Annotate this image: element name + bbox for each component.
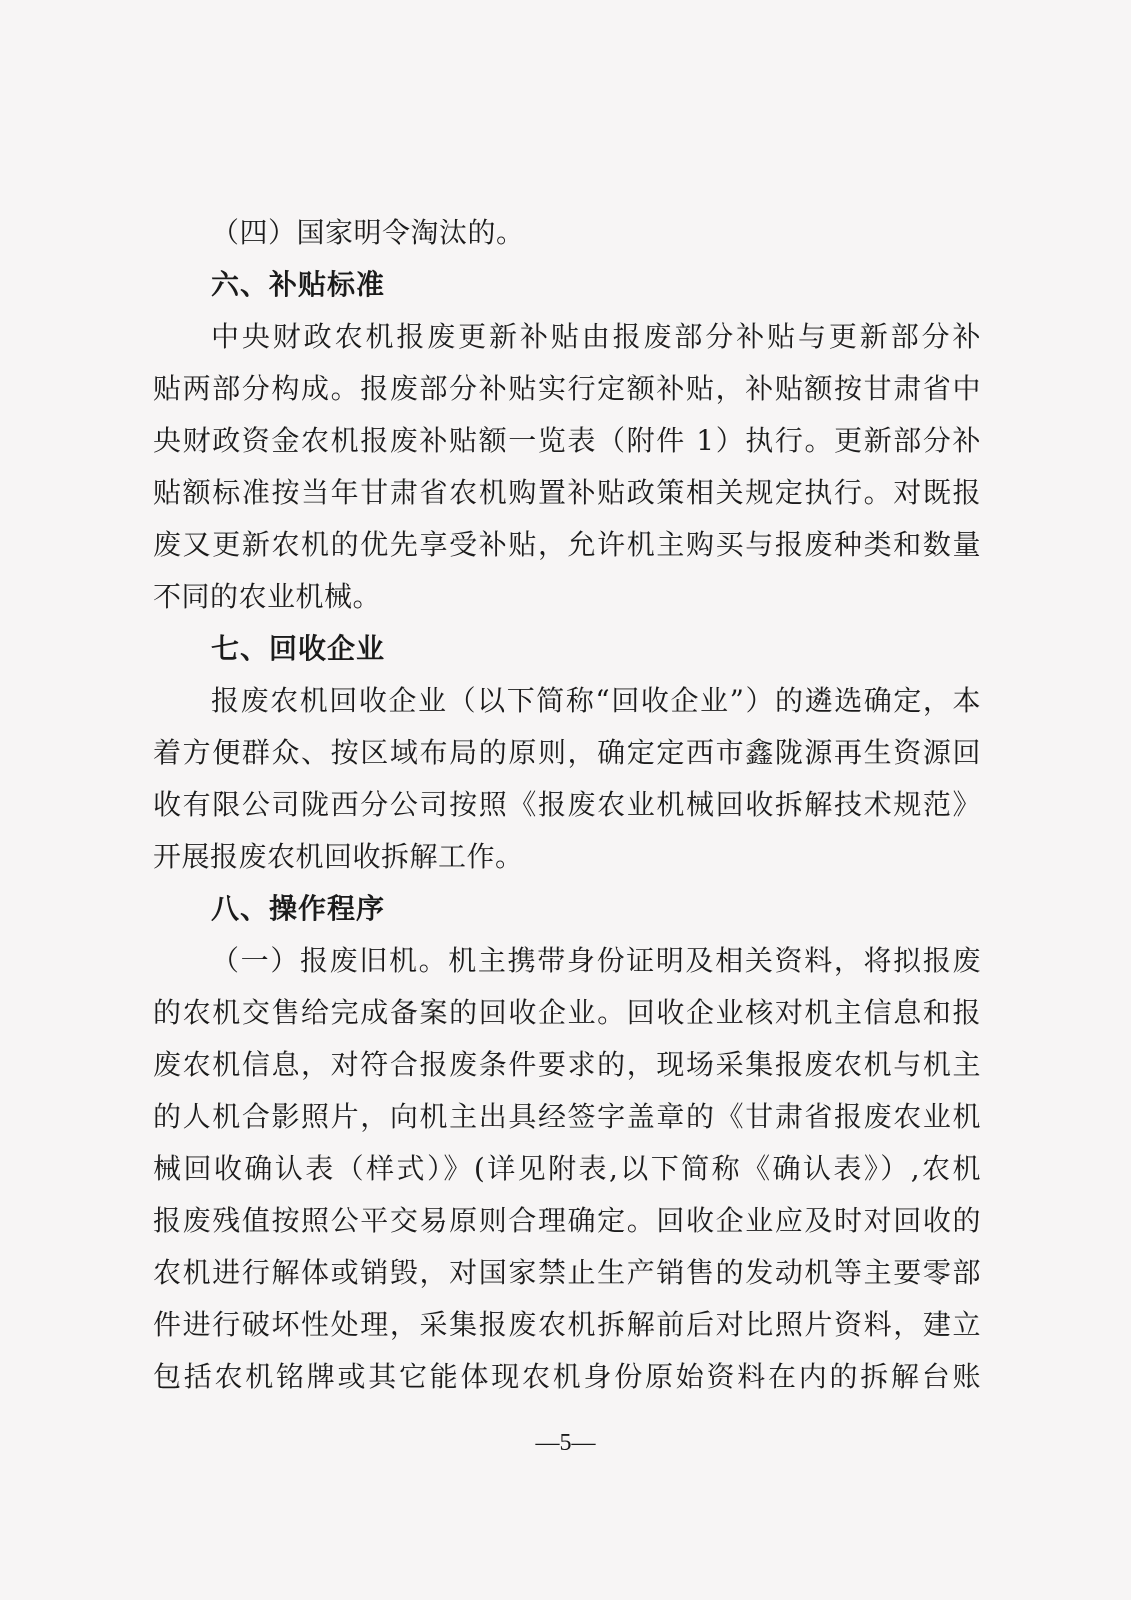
paragraph-line: 农机进行解体或销毁，对国家禁止生产销售的发动机等主要零部 [153, 1256, 981, 1289]
page-number: —5— [535, 1430, 596, 1456]
paragraph-line: 械回收确认表（样式）》(详见附表,以下简称《确认表》）,农机 [153, 1152, 981, 1185]
section-heading-subsidy-standard: 六、补贴标准 [211, 268, 386, 301]
paragraph-line: 着方便群众、按区域布局的原则，确定定西市鑫陇源再生资源回 [153, 736, 981, 769]
paragraph-line: 中央财政农机报废更新补贴由报废部分补贴与更新部分补 [211, 320, 981, 353]
section-heading-operating-procedure: 八、操作程序 [211, 892, 386, 925]
paragraph-line: （一）报废旧机。机主携带身份证明及相关资料，将拟报废 [211, 944, 981, 977]
paragraph-line: 件进行破坏性处理，采集报废农机拆解前后对比照片资料，建立 [153, 1308, 981, 1341]
paragraph-line: 包括农机铭牌或其它能体现农机身份原始资料在内的拆解台账 [153, 1360, 981, 1393]
paragraph-line: 废农机信息，对符合报废条件要求的，现场采集报废农机与机主 [153, 1048, 981, 1081]
paragraph-line: 贴额标准按当年甘肃省农机购置补贴政策相关规定执行。对既报 [153, 476, 981, 509]
paragraph-line: 废又更新农机的优先享受补贴，允许机主购买与报废种类和数量 [153, 528, 981, 561]
paragraph-line: 的人机合影照片，向机主出具经签字盖章的《甘肃省报废农业机 [153, 1100, 981, 1133]
page-body [153, 207, 981, 1403]
paragraph-line: 报废残值按照公平交易原则合理确定。回收企业应及时对回收的 [153, 1204, 981, 1237]
paragraph-line: 开展报废农机回收拆解工作。 [153, 840, 524, 873]
paragraph-line: 报废农机回收企业（以下简称“回收企业”）的遴选确定，本 [211, 684, 981, 717]
paragraph-line: 的农机交售给完成备案的回收企业。回收企业核对机主信息和报 [153, 996, 981, 1029]
paragraph-line: 不同的农业机械。 [153, 580, 382, 613]
paragraph-line: 贴两部分构成。报废部分补贴实行定额补贴，补贴额按甘肃省中 [153, 372, 981, 405]
list-item-four: （四）国家明令淘汰的。 [211, 216, 525, 249]
paragraph-line: 收有限公司陇西分公司按照《报废农业机械回收拆解技术规范》 [153, 788, 981, 821]
paragraph-line: 央财政资金农机报废补贴额一览表（附件 1）执行。更新部分补 [153, 424, 981, 457]
section-heading-recycling-enterprise: 七、回收企业 [211, 632, 386, 665]
